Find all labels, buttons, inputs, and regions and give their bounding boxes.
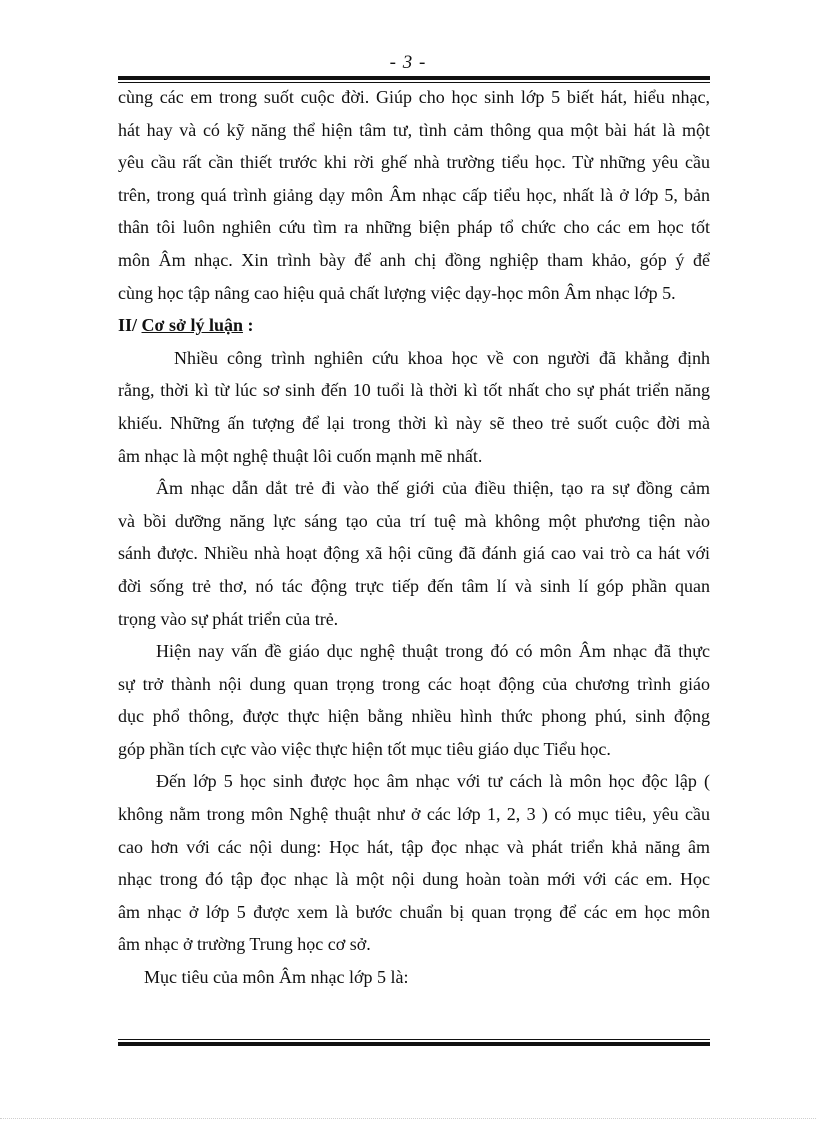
text-line: âm nhạc ở lớp 5 được xem là bước chuẩn bị quan trọng để các em học môn — [118, 901, 710, 922]
text-line: Đến lớp 5 học sinh được học âm nhạc với tư cách là môn học độc lập ( — [156, 771, 710, 792]
text-line: dục phổ thông, được thực hiện bằng nhiều hình thức phong phú, sinh động — [118, 706, 710, 727]
text-line: cao hơn với các nội dung: Học hát, tập đọc nhạc và phát triển khả năng âm — [118, 836, 710, 857]
text-line: và bồi dưỡng năng lực sáng tạo của trí tuệ mà không một phương tiện nào — [118, 510, 710, 531]
paragraph-5 — [118, 961, 710, 994]
text-line: rằng, thời kì từ lúc sơ sinh đến 10 tuổi là thời kì tốt nhất cho sự phát triển năng — [118, 380, 710, 401]
text-line: cùng học tập nâng cao hiệu quả chất lượng việc dạy-học môn Âm nhạc lớp 5. — [118, 282, 676, 303]
page-number: - 3 - — [389, 52, 427, 73]
text-line: nhạc trong đó tập đọc nhạc là một nội dung hoàn toàn mới với các em. Học — [118, 869, 710, 890]
text-line: âm nhạc ở trường Trung học cơ sở. — [118, 934, 371, 955]
paragraph-2 — [118, 472, 710, 635]
text-line: trên, trong quá trình giảng dạy môn Âm nhạc cấp tiểu học, nhất là ở lớp 5, bản — [118, 184, 710, 205]
section-prefix: II/ — [118, 315, 142, 336]
section-suffix: : — [242, 315, 254, 336]
text-line: trọng vào sự phát triển của trẻ. — [118, 608, 339, 629]
text-line: thân tôi luôn nghiên cứu tìm ra những biện pháp tổ chức cho các em học tốt — [118, 217, 710, 238]
paragraph-1 — [118, 342, 710, 472]
paragraph-4 — [118, 765, 710, 961]
text-line: yêu cầu rất cần thiết trước khi rời ghế nhà trường tiểu học. Từ những yêu cầu — [118, 152, 710, 173]
text-line: cùng các em trong suốt cuộc đời. Giúp cho học sinh lớp 5 biết hát, hiểu nhạc, — [118, 87, 710, 107]
text-line: Nhiều công trình nghiên cứu khoa học về con người đã khẳng định — [174, 347, 710, 368]
text-line: hát hay và có kỹ năng thể hiện tâm tư, tình cảm thông qua một bài hát là một — [118, 119, 710, 140]
page-edge-divider — [0, 1118, 816, 1119]
page-body — [118, 81, 710, 994]
text-line: đời sống trẻ thơ, nó tác động trực tiếp đến tâm lí và sinh lí góp phần quan — [118, 575, 710, 596]
section-heading — [118, 309, 710, 342]
text-line: góp phần tích cực vào việc thực hiện tốt mục tiêu giáo dục Tiểu học. — [118, 738, 611, 759]
text-line: âm nhạc là một nghệ thuật lôi cuốn mạnh mẽ nhất. — [118, 445, 483, 466]
paragraph-3 — [118, 635, 710, 765]
footer-rule — [118, 1039, 710, 1046]
section-title: Cơ sở lý luận — [141, 315, 243, 336]
text-line: không nằm trong môn Nghệ thuật như ở các lớp 1, 2, 3 ) có mục tiêu, yêu cầu — [118, 804, 710, 825]
text-line: môn Âm nhạc. Xin trình bày để anh chị đồng nghiệp tham khảo, góp ý để — [118, 249, 710, 270]
text-line: Âm nhạc dẫn dắt trẻ đi vào thế giới của điều thiện, tạo ra sự đồng cảm — [156, 478, 710, 499]
text-line: sánh được. Nhiều nhà hoạt động xã hội cũng đã đánh giá cao vai trò ca hát với — [118, 543, 710, 564]
text-line: khiếu. Những ấn tượng để lại trong thời kì này sẽ theo trẻ suốt cuộc đời mà — [118, 412, 710, 433]
text-line: Mục tiêu của môn Âm nhạc lớp 5 là: — [144, 967, 409, 988]
text-line: Hiện nay vấn đề giáo dục nghệ thuật trong đó có môn Âm nhạc đã thực — [156, 641, 710, 662]
text-line: sự trở thành nội dung quan trọng trong các hoạt động của chương trình giáo — [118, 673, 710, 694]
intro-paragraph — [118, 81, 710, 309]
